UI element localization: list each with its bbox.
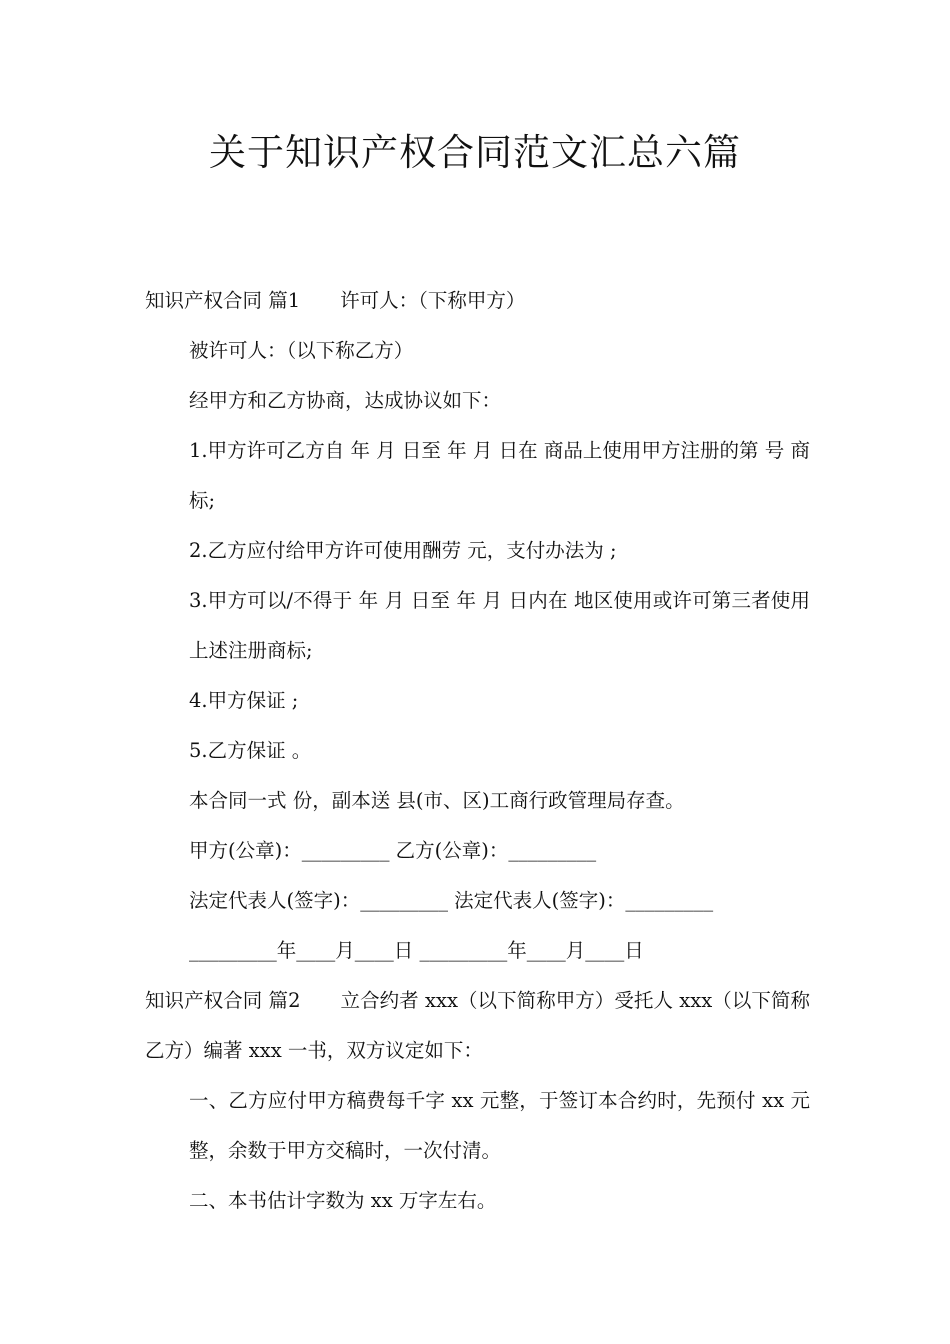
- clause-item-2: 2.乙方应付给甲方许可使用酬劳 元，支付办法为 ;: [189, 539, 617, 562]
- agreement-intro: 经甲方和乙方协商，达成协议如下：: [189, 389, 502, 412]
- clause-item-5: 5.乙方保证 。: [189, 739, 312, 762]
- section2-first-paragraph: [145, 976, 810, 1076]
- clause-item-4: 4.甲方保证 ;: [189, 689, 299, 712]
- section2-clause-2: 二、本书估计字数为 xx 万字左右。: [189, 1189, 497, 1212]
- section2-heading: 知识产权合同 篇2: [145, 989, 301, 1012]
- document-body: [145, 276, 810, 1226]
- signing-date-line: _________年____月____日 _________年____月____日: [189, 939, 644, 962]
- section1-heading: 知识产权合同 篇1: [145, 289, 301, 312]
- section2-clause-1: 一、乙方应付甲方稿费每千字 xx 元整，于签订本合约时，先预付 xx 元整，余数于甲方交稿时，一次付清。: [189, 1089, 810, 1162]
- clause-item-1: 1.甲方许可乙方自 年 月 日至 年 月 日在 商品上使用甲方注册的第 号 商标;: [189, 439, 810, 512]
- section2-opening: 立合约者 xxx（以下简称甲方）受托人 xxx（以下简称乙方）编著 xxx 一书，双方议定如下：: [145, 989, 810, 1062]
- licensor-line: 许可人：（下称甲方）: [340, 289, 526, 312]
- copies-line: 本合同一式 份，副本送 县(市、区)工商行政管理局存查。: [189, 789, 685, 812]
- seal-signature-line: 甲方(公章)：_________ 乙方(公章)：_________: [189, 839, 597, 862]
- document-title: 关于知识产权合同范文汇总六篇: [209, 131, 741, 174]
- section1-first-line: [145, 276, 810, 326]
- clause-item-3: 3.甲方可以/不得于 年 月 日至 年 月 日内在 地区使用或许可第三者使用上述注册商标;: [189, 589, 810, 662]
- representative-signature-line: 法定代表人(签字)：_________ 法定代表人(签字)：_________: [189, 889, 714, 912]
- licensee-line: 被许可人：（以下称乙方）: [189, 339, 414, 362]
